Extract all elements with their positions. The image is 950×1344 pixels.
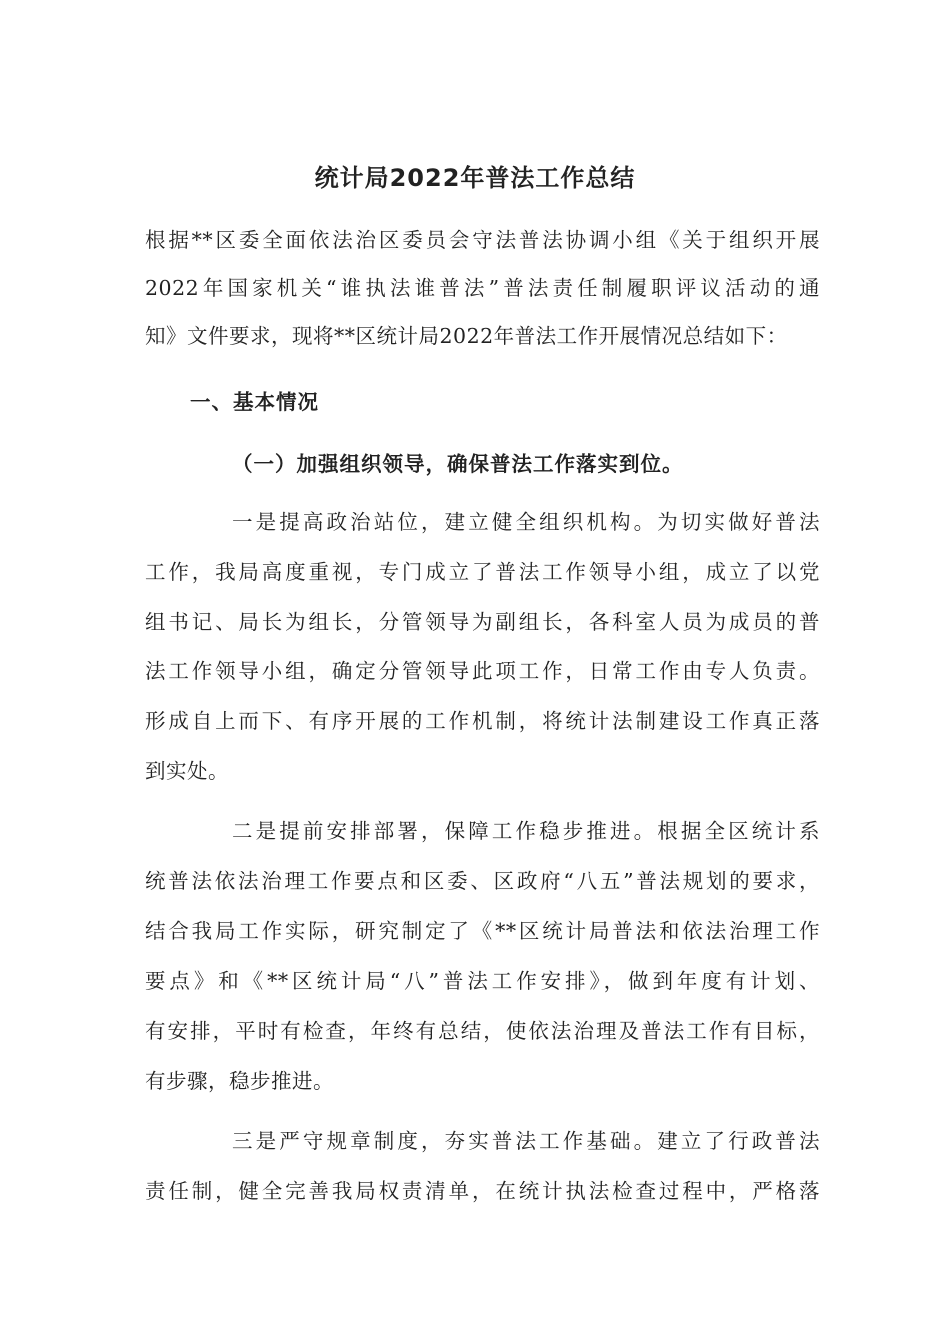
para1-line-2: 工作，我局高度重视，专门成立了普法工作领导小组，成立了以党 [145, 560, 820, 584]
para1-line-5: 形成自上而下、有序开展的工作机制，将统计法制建设工作真正落 [145, 709, 820, 733]
intro-line-1: 根据**区委全面依法治区委员会守法普法协调小组《关于组织开展 [145, 228, 820, 252]
para1-line-1: 一是提高政治站位，建立健全组织机构。为切实做好普法 [232, 510, 820, 534]
para3-line-1: 三是严守规章制度，夯实普法工作基础。建立了行政普法 [232, 1129, 820, 1153]
subsection-heading: （一）加强组织领导，确保普法工作落实到位。 [232, 452, 684, 476]
para1-line-6: 到实处。 [145, 759, 229, 783]
para2-line-4: 要点》和《**区统计局“八”普法工作安排》，做到年度有计划、 [145, 969, 820, 993]
para3-line-2: 责任制，健全完善我局权责清单，在统计执法检查过程中，严格落 [145, 1179, 820, 1203]
intro-line-3: 知》文件要求，现将**区统计局2022年普法工作开展情况总结如下： [145, 324, 788, 348]
para2-line-3: 结合我局工作实际，研究制定了《**区统计局普法和依法治理工作 [145, 919, 820, 943]
para2-line-2: 统普法依法治理工作要点和区委、区政府“八五”普法规划的要求， [145, 869, 820, 893]
para2-line-5: 有安排，平时有检查，年终有总结，使依法治理及普法工作有目标， [145, 1019, 820, 1043]
para1-line-3: 组书记、局长为组长，分管领导为副组长，各科室人员为成员的普 [145, 610, 820, 634]
section-heading: 一、基本情况 [190, 390, 319, 414]
para1-line-4: 法工作领导小组，确定分管领导此项工作，日常工作由专人负责。 [145, 659, 820, 683]
para2-line-6: 有步骤，稳步推进。 [145, 1069, 334, 1093]
document-title: 统计局2022年普法工作总结 [314, 164, 636, 192]
intro-line-2: 2022年国家机关“谁执法谁普法”普法责任制履职评议活动的通 [145, 276, 820, 300]
para2-line-1: 二是提前安排部署，保障工作稳步推进。根据全区统计系 [232, 819, 820, 843]
